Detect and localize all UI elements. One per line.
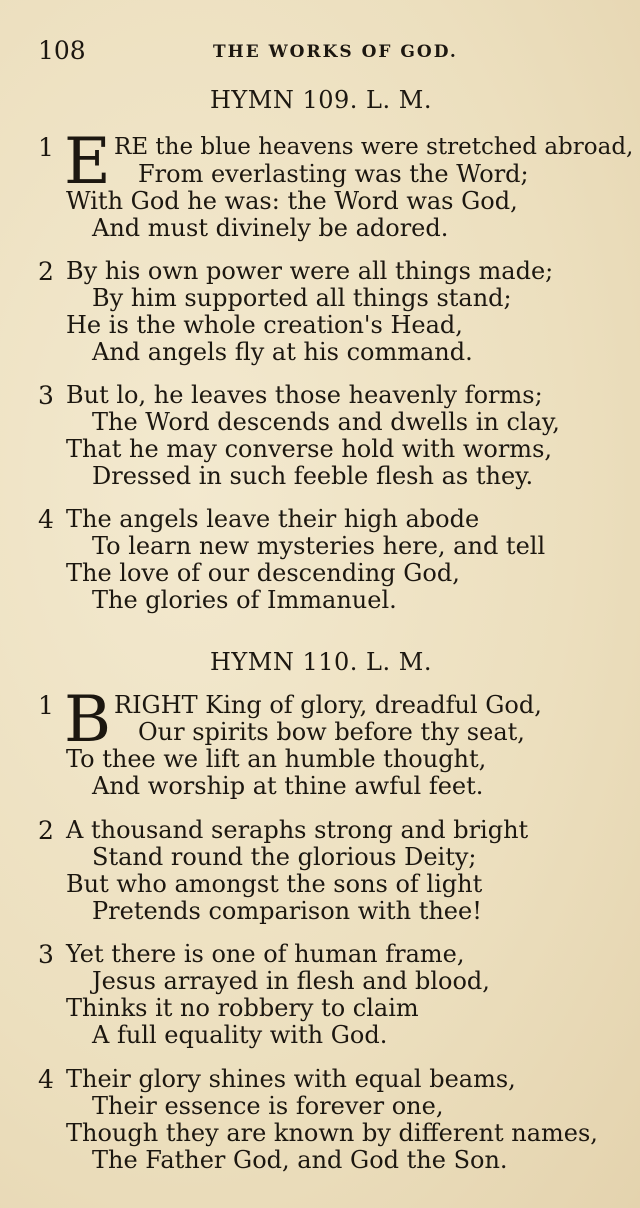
- stanza-line: By him supported all things stand;: [92, 284, 512, 312]
- hymn-109-title: HYMN 109. L. M.: [210, 86, 432, 114]
- drop-cap: B: [64, 683, 112, 757]
- stanza-line: Jesus arrayed in flesh and blood,: [92, 967, 490, 995]
- stanza-number: 4: [38, 505, 54, 534]
- stanza-line: Their essence is forever one,: [92, 1092, 444, 1120]
- stanza-line: RIGHT King of glory, dreadful God,: [114, 691, 542, 719]
- stanza-line: Their glory shines with equal beams,: [66, 1065, 516, 1093]
- stanza-line: A thousand seraphs strong and bright: [66, 816, 529, 844]
- stanza-line: Pretends comparison with thee!: [92, 897, 482, 925]
- stanza-line: The glories of Immanuel.: [92, 586, 397, 614]
- stanza-number: 1: [38, 133, 54, 162]
- stanza-line: Stand round the glorious Deity;: [92, 843, 477, 871]
- stanza-line: A full equality with God.: [92, 1021, 388, 1049]
- drop-cap: E: [64, 125, 111, 199]
- stanza-number: 2: [38, 257, 54, 286]
- stanza-line: RE the blue heavens were stretched abroad,: [114, 134, 634, 160]
- stanza-line: But who amongst the sons of light: [66, 870, 483, 898]
- stanza-number: 1: [38, 691, 54, 720]
- stanza-line: From everlasting was the Word;: [138, 160, 529, 188]
- stanza-line: Dressed in such feeble flesh as they.: [92, 462, 534, 490]
- stanza-line: Though they are known by different names,: [66, 1119, 598, 1147]
- stanza-line: Our spirits bow before thy seat,: [138, 718, 525, 746]
- stanza-line: With God he was: the Word was God,: [66, 187, 518, 215]
- stanza-line: That he may converse hold with worms,: [66, 435, 553, 463]
- stanza-line: Thinks it no robbery to claim: [66, 994, 419, 1022]
- stanza-line: To learn new mysteries here, and tell: [92, 532, 546, 560]
- running-head: [38, 36, 640, 70]
- stanza-line: The Father God, and God the Son.: [92, 1146, 508, 1174]
- stanza-line: The Word descends and dwells in clay,: [92, 408, 560, 436]
- stanza-line: By his own power were all things made;: [66, 257, 554, 285]
- hymn-110-title: HYMN 110. L. M.: [210, 648, 432, 676]
- stanza-number: 2: [38, 816, 54, 845]
- stanza-line: And angels fly at his command.: [92, 338, 473, 366]
- stanza-line: He is the whole creation's Head,: [66, 311, 463, 339]
- stanza-number: 3: [38, 940, 54, 969]
- page-number: 108: [38, 36, 86, 65]
- stanza-line: The love of our descending God,: [66, 559, 460, 587]
- stanza-line: And must divinely be adored.: [92, 214, 449, 242]
- stanza-line: And worship at thine awful feet.: [92, 772, 484, 800]
- stanza-line: But lo, he leaves those heavenly forms;: [66, 381, 543, 409]
- stanza-line: To thee we lift an humble thought,: [66, 745, 487, 773]
- stanza-number: 3: [38, 381, 54, 410]
- stanza-number: 4: [38, 1065, 54, 1094]
- stanza-line: The angels leave their high abode: [66, 505, 480, 533]
- running-title: THE WORKS OF GOD.: [213, 42, 458, 62]
- stanza-line: Yet there is one of human frame,: [66, 940, 465, 968]
